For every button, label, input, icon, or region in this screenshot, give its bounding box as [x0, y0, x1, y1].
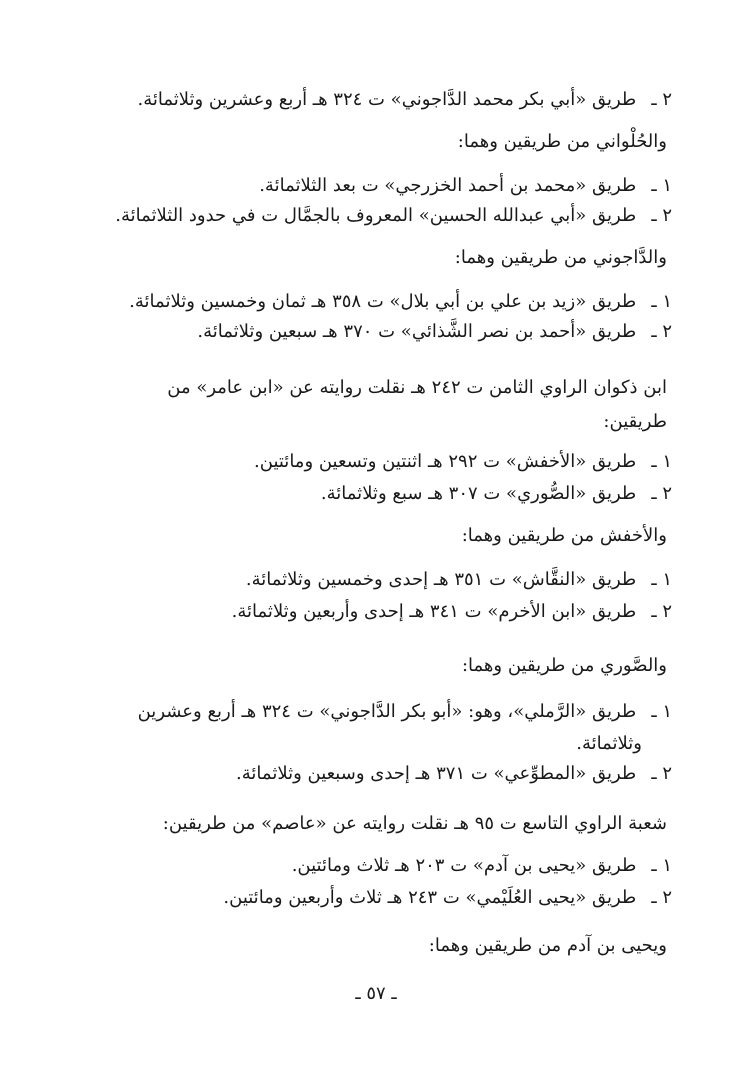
section-intro-akhfash: والأخفش من طريقين وهما:: [461, 525, 667, 546]
list-item: [115, 202, 672, 230]
item-text: طريق «الصُّوري» ت ٣٠٧ هـ سبع وثلاثمائة.: [320, 483, 637, 504]
list-item-continuation: وثلاثمائة.: [576, 733, 642, 754]
item-text: طريق «النقَّاش» ت ٣٥١ هـ إحدى وخمسين وثلاثمائة.: [245, 569, 637, 590]
item-text: طريق «الرَّملي»، وهو: «أبو بكر الدَّاجوني» ت ٣٢٤ هـ أربع وعشرين: [137, 701, 637, 722]
item-number: ١ ـ: [651, 451, 672, 472]
list-item: [138, 698, 672, 726]
page-number: ـ ٥٧ ـ: [355, 983, 397, 1004]
item-number: ١ ـ: [651, 569, 672, 590]
item-text: طريق «أبي بكر محمد الدَّاجوني» ت ٣٢٤ هـ أربع وعشرين وثلاثمائة.: [137, 89, 637, 110]
list-item: [292, 852, 672, 880]
item-number: ٢ ـ: [651, 205, 672, 226]
item-text: طريق «ابن الأخرم» ت ٣٤١ هـ إحدى وأربعين وثلاثمائة.: [231, 601, 637, 622]
section-intro-yahya: ويحيى بن آدم من طريقين وهما:: [428, 935, 667, 956]
item-text: طريق «محمد بن أحمد الخزرجي» ت بعد الثلاثمائة.: [259, 175, 637, 196]
item-number: ٢ ـ: [651, 763, 672, 784]
item-number: ١ ـ: [651, 291, 672, 312]
section-intro-hulwani: والحُلْواني من طريقين وهما:: [457, 131, 667, 152]
item-number: ٢ ـ: [651, 887, 672, 908]
item-text: طريق «يحيى العُلَيْمي» ت ٢٤٣ هـ ثلاث وأربعين ومائتين.: [223, 887, 637, 908]
item-text: طريق «أبي عبدالله الحسين» المعروف بالجمَّال ت في حدود الثلاثمائة.: [115, 205, 637, 226]
list-item: [259, 172, 672, 200]
section-intro-suri: والصَّوري من طريقين وهما:: [461, 655, 667, 676]
section-intro-dajuni: والدَّاجوني من طريقين وهما:: [454, 247, 667, 268]
item-number: ٢ ـ: [651, 483, 672, 504]
item-text: طريق «المطوِّعي» ت ٣٧١ هـ إحدى وسبعين وثلاثمائة.: [236, 763, 637, 784]
paragraph-ibn-dhakwan-cont: طريقين:: [603, 411, 667, 432]
item-number: ٢ ـ: [651, 89, 672, 110]
list-item: [254, 448, 672, 476]
item-text: طريق «الأخفش» ت ٢٩٢ هـ اثنتين وتسعين ومائتين.: [254, 451, 637, 472]
item-text: طريق «زيد بن علي بن أبي بلال» ت ٣٥٨ هـ ثمان وخمسين وثلاثمائة.: [129, 291, 637, 312]
paragraph-shuba: شعبة الراوي التاسع ت ٩٥ هـ نقلت روايته عن «عاصم» من طريقين:: [162, 813, 667, 834]
list-item: [129, 288, 672, 316]
item-text: طريق «يحيى بن آدم» ت ٢٠٣ هـ ثلاث ومائتين.: [291, 855, 637, 876]
list-item: [236, 760, 672, 788]
paragraph-ibn-dhakwan: ابن ذكوان الراوي الثامن ت ٢٤٢ هـ نقلت روايته عن «ابن عامر» من: [167, 377, 667, 398]
item-number: ٢ ـ: [651, 601, 672, 622]
list-item: [197, 318, 672, 346]
item-number: ١ ـ: [651, 701, 672, 722]
item-number: ١ ـ: [651, 175, 672, 196]
item-number: ١ ـ: [651, 855, 672, 876]
item-number: ٢ ـ: [651, 321, 672, 342]
list-item: [223, 884, 672, 912]
list-item: [137, 86, 672, 114]
item-text: طريق «أحمد بن نصر الشَّذائي» ت ٣٧٠ هـ سبعين وثلاثمائة.: [197, 321, 637, 342]
list-item: [246, 566, 672, 594]
list-item: [232, 598, 672, 626]
list-item: [321, 480, 672, 508]
